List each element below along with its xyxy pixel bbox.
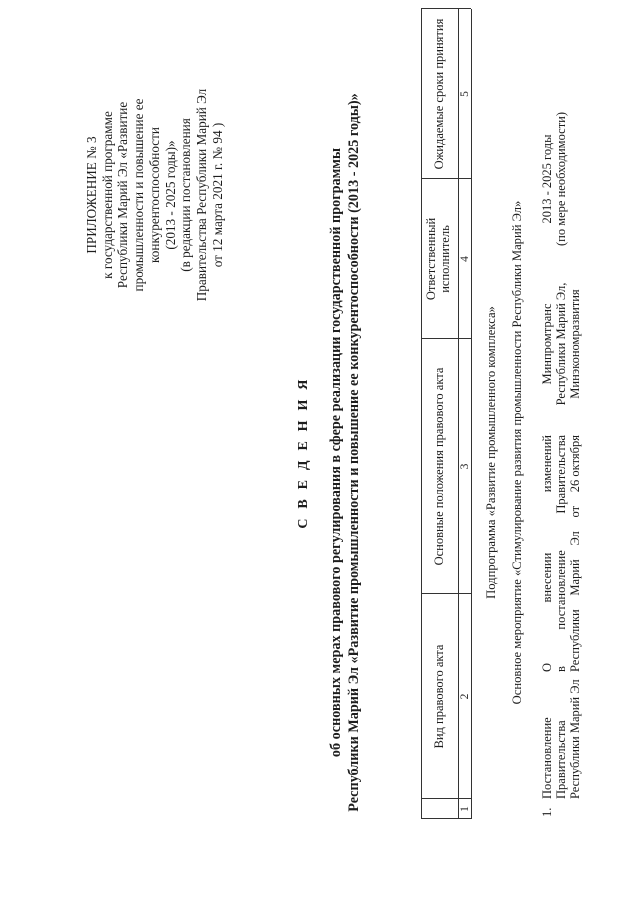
row-act-type: Постановление Правительства Республики Марий Эл xyxy=(540,679,583,799)
appendix-line: Правительства Республики Марий Эл xyxy=(193,88,209,302)
header-num-5: 5 xyxy=(459,91,471,97)
header-num-1: 1 xyxy=(459,806,471,812)
row-number: 1. xyxy=(540,807,554,817)
row-deadline: 2013 - 2025 годы (по мере необходимости) xyxy=(540,111,569,247)
row-executor: Минпромтранс Республики Марий Эл, Минэкономразвития xyxy=(540,282,583,406)
header-provisions: Основные положения правового акта xyxy=(432,367,446,566)
appendix-block xyxy=(84,45,225,345)
document-title: С В Е Д Е Н И Я xyxy=(296,376,311,529)
header-act-type: Вид правового акта xyxy=(432,644,446,749)
measures-table-header xyxy=(421,9,471,819)
appendix-line: Республики Марий Эл «Развитие xyxy=(115,101,131,289)
main-activity-title: Основное мероприятие «Стимулирование развития промышленности Республики Марий Эл» xyxy=(510,200,524,705)
appendix-line: конкурентоспособности xyxy=(146,127,162,263)
row-provisions: О внесении изменений в постановление Правительства Республики Марий Эл от 26 октября xyxy=(540,435,583,672)
appendix-line: промышленности и повышение ее xyxy=(131,98,147,292)
header-num-2: 2 xyxy=(459,693,471,700)
subtitle-line: Республики Марий Эл «Развитие промышленности и повышение ее конкурентоспособности (2013 - 2025 годы)» xyxy=(345,93,362,812)
header-executor: Ответственный исполнитель xyxy=(424,217,452,301)
header-num-3: 3 xyxy=(459,463,471,470)
appendix-line: от 12 марта 2021 г. № 94 ) xyxy=(209,122,225,268)
subtitle-line: об основных мерах правового регулирования в сфере реализации государственной программы xyxy=(328,147,344,758)
header-deadline: Ожидаемые сроки принятия xyxy=(432,18,446,170)
header-num-4: 4 xyxy=(459,256,471,262)
appendix-line: (в редакции постановления xyxy=(178,118,194,272)
appendix-line: (2013 - 2025 годы)» xyxy=(162,140,178,250)
appendix-line: к государственной программе xyxy=(99,111,115,279)
appendix-line: ПРИЛОЖЕНИЕ № 3 xyxy=(84,136,99,254)
document-subtitle xyxy=(328,0,363,905)
subprogram-title: Подпрограмма «Развитие промышленного комплекса» xyxy=(484,306,498,599)
